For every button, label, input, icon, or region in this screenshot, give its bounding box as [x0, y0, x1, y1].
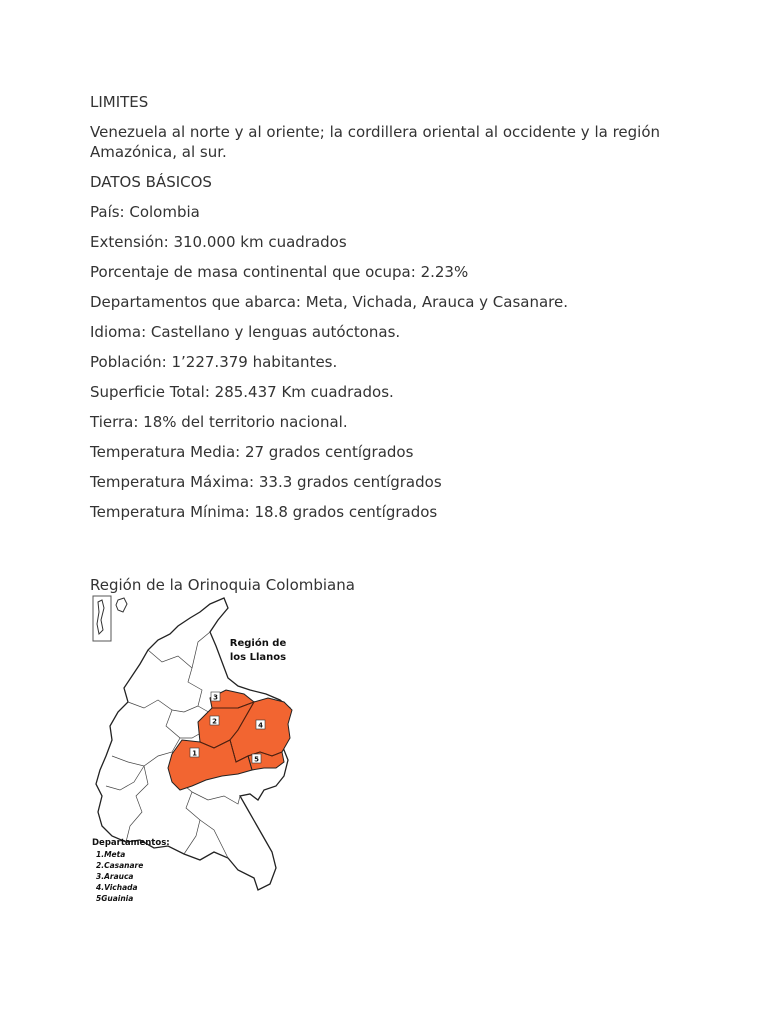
- basics-line-percentage: Porcentaje de masa continental que ocupa: 2.23%: [90, 263, 469, 281]
- basics-line-extension: Extensión: 310.000 km cuadrados: [90, 233, 347, 251]
- basics-line-temp-mean: Temperatura Media: 27 grados centígrados: [90, 443, 414, 461]
- region-number-4: 4: [258, 721, 263, 730]
- basics-line-land: Tierra: 18% del territorio nacional.: [90, 413, 348, 431]
- document-body: [90, 92, 690, 532]
- map-title: Región de la Orinoquia Colombiana: [90, 576, 355, 594]
- region-number-5: 5: [254, 755, 259, 764]
- region-number-3: 3: [213, 693, 218, 702]
- legend-item-guainia: 5Guainia: [96, 894, 134, 903]
- colombia-map-svg: [88, 590, 318, 910]
- basics-line-country: País: Colombia: [90, 203, 200, 221]
- basics-line-temp-min: Temperatura Mínima: 18.8 grados centígrados: [90, 503, 438, 521]
- legend-item-meta: 1.Meta: [96, 850, 126, 859]
- providencia-island-shape: [116, 598, 127, 612]
- legend-item-casanare: 2.Casanare: [96, 861, 144, 870]
- basics-line-population: Población: 1’227.379 habitantes.: [90, 353, 338, 371]
- basics-line-temp-max: Temperatura Máxima: 33.3 grados centígrados: [90, 473, 442, 491]
- san-andres-island-shape: [97, 600, 104, 634]
- basics-line-language: Idioma: Castellano y lenguas autóctonas.: [90, 323, 401, 341]
- legend-item-vichada: 4.Vichada: [96, 883, 138, 892]
- colombia-map-image: [88, 590, 318, 910]
- limits-text: Venezuela al norte y al oriente; la cordillera oriental al occidente y la región Amazónica, al sur.: [90, 123, 661, 161]
- basics-line-surface: Superficie Total: 285.437 Km cuadrados.: [90, 383, 394, 401]
- region-label-line1: Región de: [229, 638, 287, 649]
- region-number-2: 2: [212, 717, 217, 726]
- legend-item-arauca: 3.Arauca: [96, 872, 134, 881]
- limits-heading: LIMITES: [90, 93, 149, 111]
- region-number-1: 1: [192, 749, 197, 758]
- region-label-line2: los Llanos: [229, 652, 287, 663]
- legend-title: Departamentos:: [92, 838, 170, 848]
- basics-line-departments: Departamentos que abarca: Meta, Vichada, Arauca y Casanare.: [90, 293, 569, 311]
- basics-heading: DATOS BÁSICOS: [90, 173, 212, 191]
